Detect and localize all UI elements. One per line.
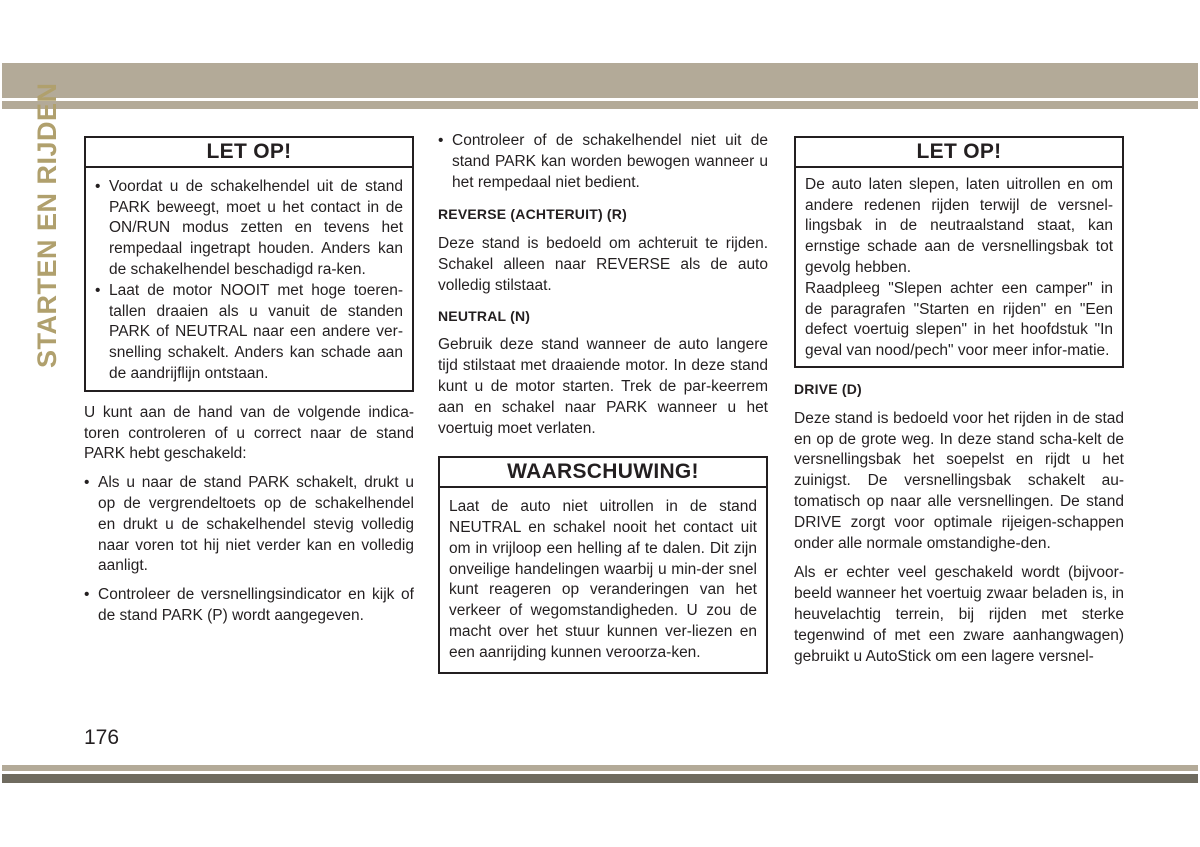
autostick-paragraph: Als er echter veel geschakeld wordt (bijvoor-beeld wanneer het voertuig zwaar beladen is, in heuvelachtig terrein, bij rijden met sterke tegenwind of met een zware aanhangwagen) gebruikt u AutoStick om een lagere versnel-	[794, 564, 1124, 665]
caution-item: • Voordat u de schakelhendel uit de stand PARK beweegt, moet u het contact in de ON/RUN modus zetten en tevens het rempedaal ingetrapt houden. Anders kan de schakelhendel beschadigd ra-ken.	[95, 177, 403, 281]
drive-paragraph: Deze stand is bedoeld voor het rijden in de stad en op de grote weg. In deze stand scha-kelt de versnellingsbak het soepelst en rijdt u het zuinigst. De versnellingsbak schakelt au-tomatisch op naar alle versnellingen. De stand DRIVE zorgt voor optimale rijeigen-schappen onder alle normale omstandighe-den.	[794, 409, 1124, 552]
footer-rule-light	[2, 765, 1198, 771]
caution-paragraph: Raadpleeg "Slepen achter een camper" in de paragrafen "Starten en rijden" en "Een defect voertuig slepen" in het hoofdstuk "In geval van nood/pech" voor meer infor-matie.	[805, 279, 1113, 360]
list-item: • Als u naar de stand PARK schakelt, drukt u op de vergrendeltoets op de schakelhendel en drukt u de schakelhendel stevig volledig naar voren tot hij niet verder kan en volledig aanligt.	[84, 473, 414, 577]
caution-title: LET OP!	[796, 138, 1122, 168]
list-item: • Controleer of de schakelhendel niet uit de stand PARK kan worden bewogen wanneer u het rempedaal niet bedient.	[438, 131, 768, 193]
column-left	[84, 136, 414, 627]
park-check-list	[84, 473, 414, 627]
reverse-paragraph: Deze stand is bedoeld om achteruit te rijden. Schakel alleen naar REVERSE als de auto volledig stilstaat.	[438, 235, 768, 294]
list-item: • Controleer de versnellingsindicator en kijk of de stand PARK (P) wordt aangegeven.	[84, 585, 414, 627]
warning-body: Laat de auto niet uitrollen in de stand NEUTRAL en schakel nooit het contact uit om in vrijloop een helling af te dalen. Dit zijn onveilige handelingen waarbij u min-der snel kunt reageren op veranderingen van het verkeer of wegomstandigheden. U zou de macht over het stuur kunnen ver-liezen en een aanrijding kunnen veroorza-ken.	[449, 498, 757, 661]
caution-list	[95, 177, 403, 385]
column-middle	[438, 131, 768, 674]
caution-box-right	[794, 136, 1124, 368]
chapter-side-title: STARTEN EN RIJDEN	[32, 82, 62, 368]
column-right	[794, 136, 1124, 667]
reverse-heading: REVERSE (ACHTERUIT) (R)	[438, 206, 627, 223]
caution-paragraph: De auto laten slepen, laten uitrollen en om andere redenen rijden terwijl de versnel-lingsbak in de neutraalstand staat, kan ernstige schade aan de versnellingsbak tot gevolg hebben.	[805, 175, 1113, 276]
drive-heading: DRIVE (D)	[794, 380, 862, 397]
caution-box-left	[84, 136, 414, 392]
caution-title: LET OP!	[86, 138, 412, 168]
neutral-heading: NEUTRAL (N)	[438, 307, 531, 324]
park-check-list-continued	[438, 131, 768, 193]
neutral-paragraph: Gebruik deze stand wanneer de auto langere tijd stilstaat met draaiende motor. In deze stand kunt u de motor starten. Trek de par-keerrem aan en schakel naar PARK wanneer u het voertuig moet verlaten.	[438, 336, 768, 437]
footer-rule-dark	[2, 774, 1198, 783]
warning-box	[438, 456, 768, 673]
caution-body	[86, 168, 412, 390]
caution-item: • Laat de motor NOOIT met hoge toeren-tallen draaien als u vanuit de standen PARK of NEUTRAL naar een andere ver-snelling schakelt. Anders kan schade aan de aandrijflijn ontstaan.	[95, 281, 403, 385]
caution-body	[796, 168, 1122, 366]
warning-title: WAARSCHUWING!	[440, 458, 766, 488]
park-intro-paragraph: U kunt aan de hand van de volgende indica-toren controleren of u correct naar de stand PARK hebt geschakeld:	[84, 403, 414, 463]
page-number: 176	[84, 726, 120, 749]
header-band	[2, 63, 1198, 98]
header-rule	[2, 101, 1198, 109]
